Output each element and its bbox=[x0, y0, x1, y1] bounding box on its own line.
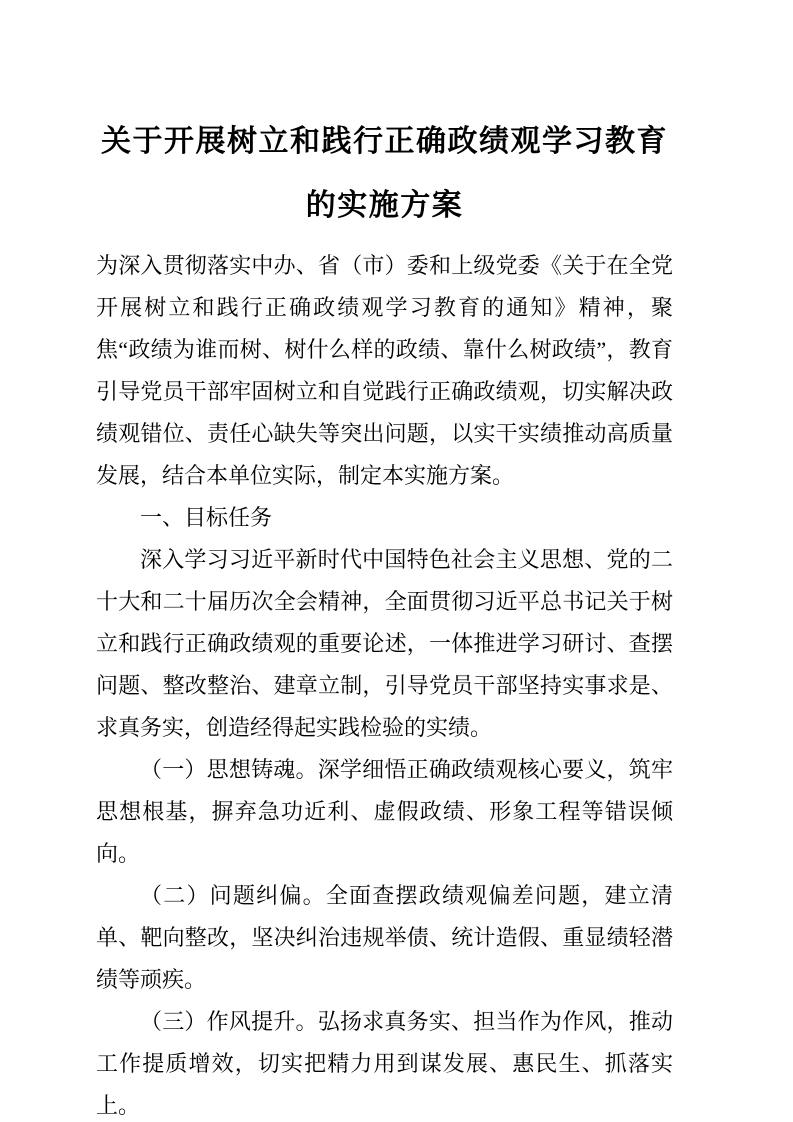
document-title: 关于开展树立和践行正确政绩观学习教育的实施方案 bbox=[101, 125, 668, 222]
section-heading: 一、目标任务 bbox=[140, 505, 273, 530]
paragraph: （二）问题纠偏。全面查摆政绩观偏差问题，建立清单、靶向整改，坚决纠治违规举债、统计造假、重显绩轻潜绩等顽疾。 bbox=[96, 883, 673, 992]
paragraph: （一）思想铸魂。深学细悟正确政绩观核心要义，筑牢思想根基，摒弃急功近利、虚假政绩、形象工程等错误倾向。 bbox=[96, 757, 673, 866]
paragraph: 为深入贯彻落实中办、省（市）委和上级党委《关于在全党开展树立和践行正确政绩观学习教育的通知》精神，聚焦“政绩为谁而树、树什么样的政绩、靠什么树政绩”，教育引导党员干部牢固树立和自觉践行正确政绩观，切实解决政绩观错位、责任心缺失等突出问题，以实干实绩推动高质量发展，结合本单位实际，制定本实施方案。 bbox=[96, 253, 673, 488]
document-body bbox=[96, 245, 673, 1122]
paragraph: 深入学习习近平新时代中国特色社会主义思想、党的二十大和二十届历次全会精神，全面贯彻习近平总书记关于树立和践行正确政绩观的重要论述，一体推进学习研讨、查摆问题、整改整治、建章立制，引导党员干部坚持实事求是、求真务实，创造经得起实践检验的实绩。 bbox=[96, 547, 673, 740]
paragraph: （三）作风提升。弘扬求真务实、担当作为作风，推动工作提质增效，切实把精力用到谋发展、惠民生、抓落实上。 bbox=[96, 1009, 673, 1118]
